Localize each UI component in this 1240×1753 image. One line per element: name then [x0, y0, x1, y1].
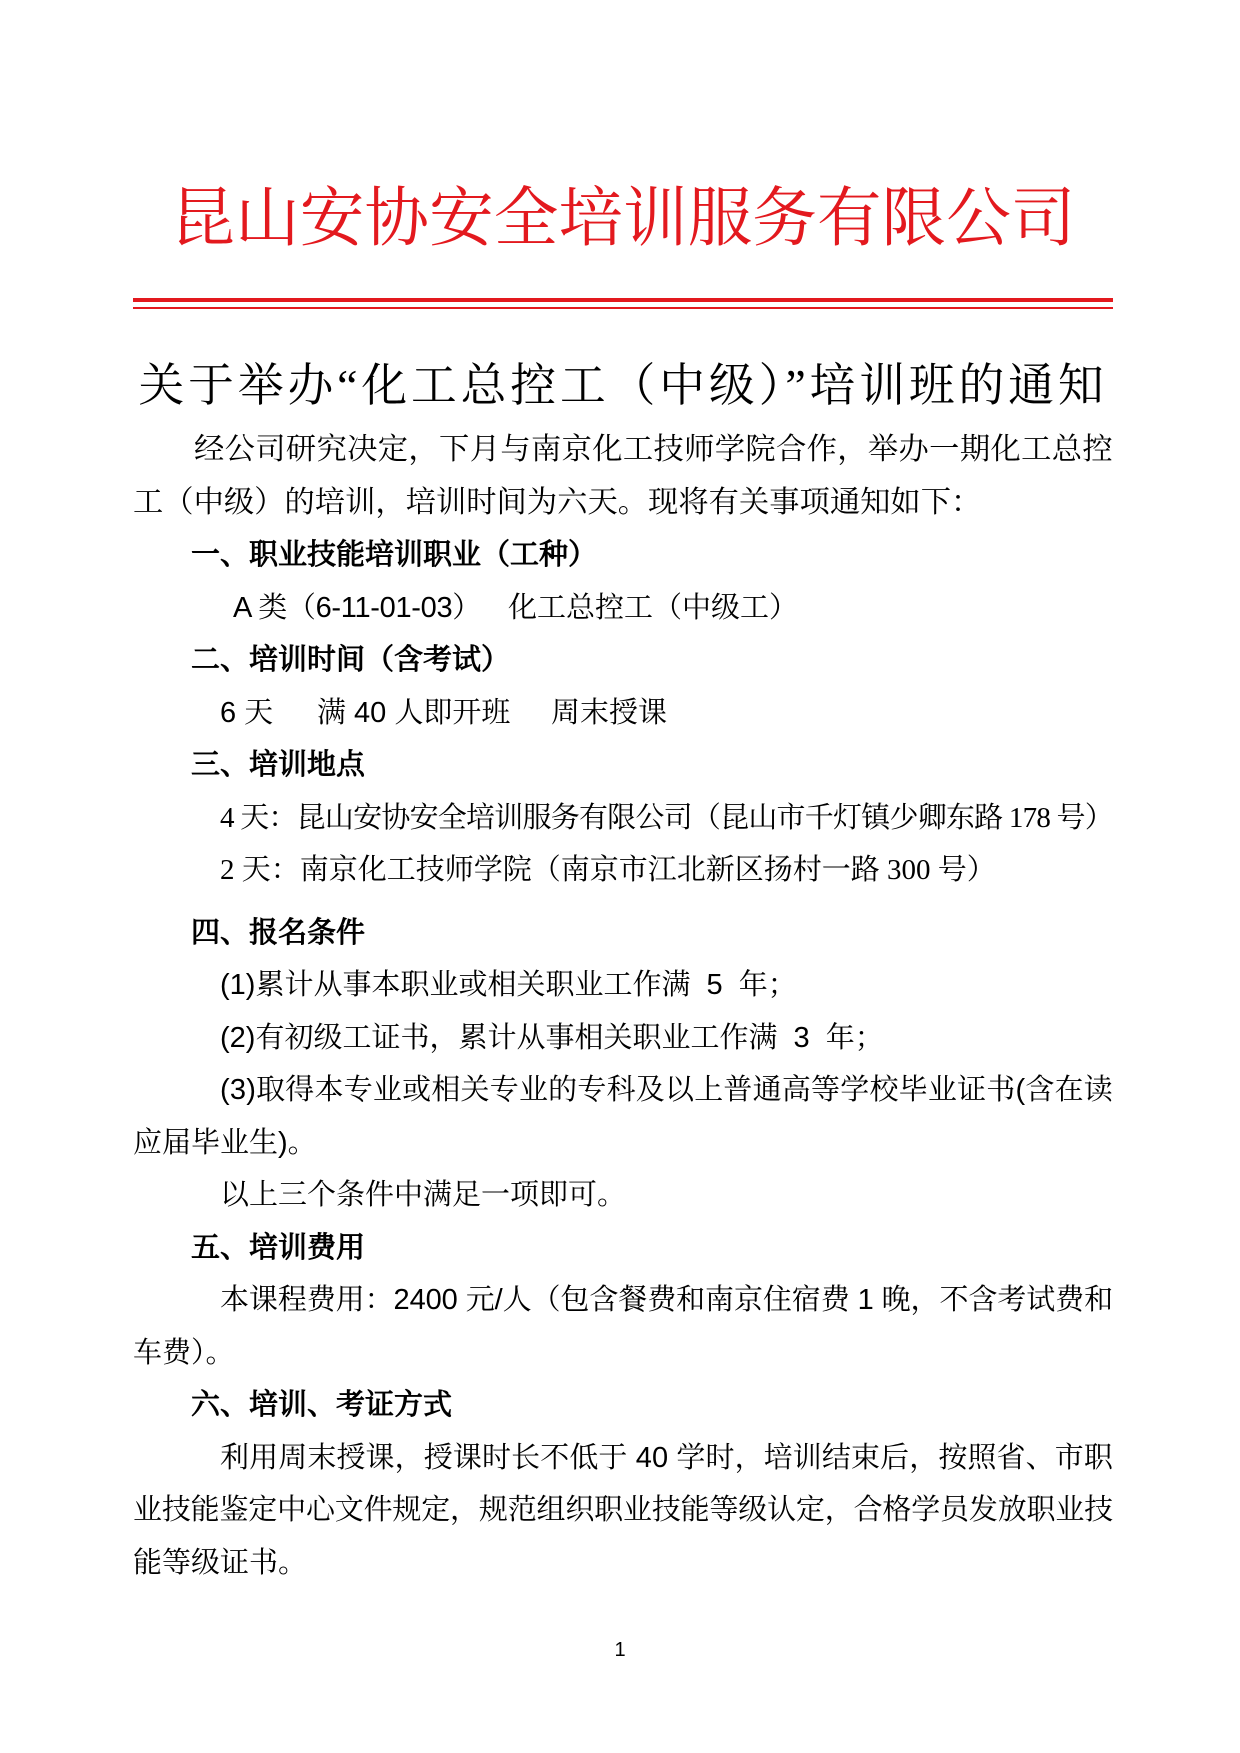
- company-letterhead-title: 昆山安协安全培训服务有限公司: [170, 181, 1076, 256]
- letterhead-rule-thick: [133, 298, 1113, 302]
- eligibility-condition-line: (3)取得本专业或相关专业的专科及以上普通高等学校毕业证书(含在读: [220, 1074, 1113, 1106]
- section-heading-eligibility: 四、报名条件: [191, 916, 366, 949]
- training-time-row: [133, 687, 1113, 740]
- training-location-line: 4 天：昆山安协安全培训服务有限公司（昆山市千灯镇少卿东路 178 号）: [220, 801, 1113, 834]
- training-fee-line: 车费）。: [133, 1336, 235, 1369]
- training-schedule: 周末授课: [551, 696, 668, 729]
- occupation-category-code: A 类（6-11-01-03）: [233, 591, 481, 624]
- training-fee-line: 本课程费用：2400 元/人（包含餐费和南京住宿费 1 晚，不含考试费和: [220, 1284, 1113, 1316]
- page-number: 1: [614, 1639, 626, 1661]
- section-heading-certification: 六、培训、考证方式: [191, 1389, 453, 1421]
- eligibility-condition-line: (1)累计从事本职业或相关职业工作满 5 年；: [220, 969, 797, 1001]
- training-location-line: 2 天：南京化工技师学院（南京市江北新区扬村一路 300 号）: [220, 854, 996, 886]
- eligibility-condition-line: 应届毕业生)。: [133, 1126, 317, 1159]
- training-duration: 6 天: [220, 696, 274, 729]
- certification-method-line: 业技能鉴定中心文件规定，规范组织职业技能等级认定，合格学员发放职业技: [133, 1494, 1113, 1526]
- intro-paragraph-line: 经公司研究决定，下月与南京化工技师学院合作，举办一期化工总控: [194, 433, 1113, 466]
- class-size-threshold: 满 40 人即开班: [317, 696, 511, 729]
- letterhead-rule-thin: [133, 307, 1113, 309]
- intro-paragraph-line: 工（中级）的培训，培训时间为六天。现将有关事项通知如下：: [133, 485, 982, 519]
- eligibility-note: 以上三个条件中满足一项即可。: [220, 1179, 627, 1211]
- occupation-row: [133, 582, 1113, 635]
- certification-method-line: 能等级证书。: [133, 1546, 308, 1579]
- occupation-name: 化工总控工（中级工）: [508, 591, 799, 624]
- section-heading-training-time: 二、培训时间（含考试）: [191, 644, 511, 676]
- certification-method-line: 利用周末授课，授课时长不低于 40 学时，培训结束后，按照省、市职: [220, 1441, 1114, 1474]
- section-heading-fees: 五、培训费用: [191, 1231, 366, 1264]
- section-heading-occupation: 一、职业技能培训职业（工种）: [191, 539, 598, 571]
- notice-body: [133, 424, 1113, 1589]
- section-heading-location: 三、培训地点: [191, 749, 366, 781]
- eligibility-condition-line: (2)有初级工证书，累计从事相关职业工作满 3 年；: [220, 1021, 884, 1054]
- notice-title: 关于举办“化工总控工（中级）”培训班的通知: [138, 360, 1108, 411]
